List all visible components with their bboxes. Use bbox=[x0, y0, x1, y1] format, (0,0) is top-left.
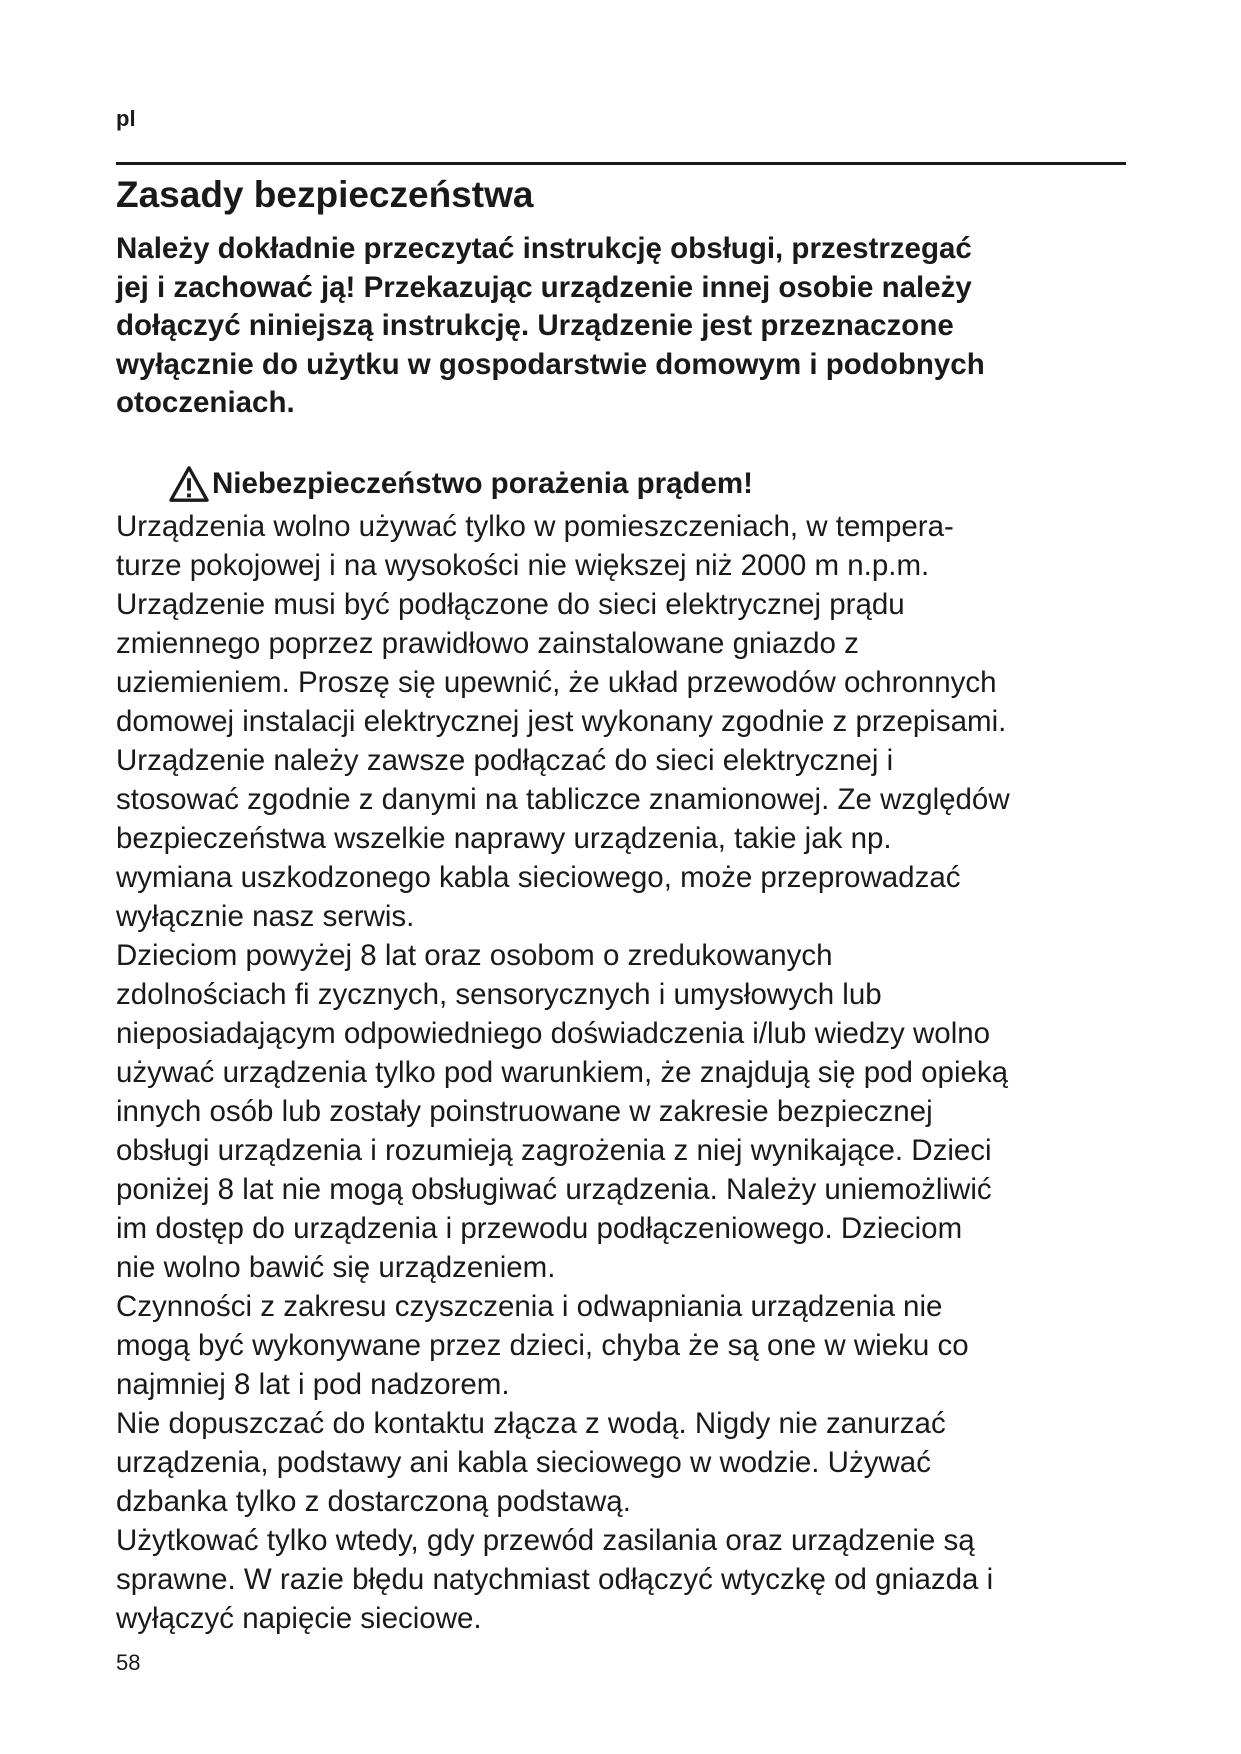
intro-line: Należy dokładnie przeczytać instrukcję obsługi, przestrzegać bbox=[116, 232, 972, 265]
intro-paragraph bbox=[116, 230, 1146, 423]
language-code: pl bbox=[116, 106, 136, 131]
text-line: domowej instalacji elektrycznej jest wykonany zgodnie z przepisami. bbox=[116, 705, 1007, 738]
text-line: poniżej 8 lat nie mogą obsługiwać urządzenia. Należy uniemożliwić bbox=[116, 1173, 992, 1206]
paragraph-children bbox=[116, 936, 1156, 1287]
paragraph-usage bbox=[116, 1521, 1156, 1638]
text-line: Urządzenie należy zawsze podłączać do sieci elektrycznej i bbox=[116, 744, 894, 777]
text-line: bezpieczeństwa wszelkie naprawy urządzenia, takie jak np. bbox=[116, 822, 892, 855]
text-line: dzbanka tylko z dostarczoną podstawą. bbox=[116, 1485, 631, 1518]
text-line: sprawne. W razie błędu natychmiast odłączyć wtyczkę od gniazda i bbox=[116, 1563, 994, 1596]
body-text bbox=[116, 507, 1156, 1638]
text-line: zmiennego poprzez prawidłowo zainstalowane gniazdo z bbox=[116, 627, 859, 660]
text-line: Czynności z zakresu czyszczenia i odwapniania urządzenia nie bbox=[116, 1290, 943, 1323]
paragraph-electrical bbox=[116, 507, 1156, 936]
section-title: Zasady bezpieczeństwa bbox=[116, 174, 534, 215]
paragraph-water bbox=[116, 1404, 1156, 1521]
text-line: Nie dopuszczać do kontaktu złącza z wodą. Nigdy nie zanurzać bbox=[116, 1407, 946, 1440]
text-line: najmniej 8 lat i pod nadzorem. bbox=[116, 1368, 510, 1401]
warning-triangle-icon bbox=[168, 465, 210, 503]
text-line: Użytkować tylko wtedy, gdy przewód zasilania oraz urządzenie są bbox=[116, 1524, 975, 1557]
warning-label: Niebezpieczeństwo porażenia prądem! bbox=[212, 467, 753, 500]
warning-heading bbox=[168, 464, 753, 504]
text-line: innych osób lub zostały poinstruowane w zakresie bezpiecznej bbox=[116, 1095, 933, 1128]
intro-line: otoczeniach. bbox=[116, 386, 295, 419]
paragraph-cleaning bbox=[116, 1287, 1156, 1404]
text-line: Dzieciom powyżej 8 lat oraz osobom o zredukowanych bbox=[116, 939, 833, 972]
text-line: stosować zgodnie z danymi na tabliczce znamionowej. Ze względów bbox=[116, 783, 1010, 816]
header-rule bbox=[116, 162, 1126, 165]
text-line: nie wolno bawić się urządzeniem. bbox=[116, 1251, 556, 1284]
text-line: uziemieniem. Proszę się upewnić, że układ przewodów ochronnych bbox=[116, 666, 997, 699]
intro-line: jej i zachować ją! Przekazując urządzenie innej osobie należy bbox=[116, 270, 972, 304]
text-line: wymiana uszkodzonego kabla sieciowego, może przeprowadzać bbox=[116, 861, 961, 894]
text-line: wyłączyć napięcie sieciowe. bbox=[116, 1602, 482, 1635]
intro-line: dołączyć niniejszą instrukcję. Urządzenie jest przeznaczone bbox=[116, 309, 954, 342]
text-line: Urządzenie musi być podłączone do sieci elektrycznej prądu bbox=[116, 588, 905, 621]
text-line: mogą być wykonywane przez dzieci, chyba że są one w wieku co bbox=[116, 1329, 969, 1362]
text-line: urządzenia, podstawy ani kabla sieciowego w wodzie. Używać bbox=[116, 1446, 931, 1479]
text-line: obsługi urządzenia i rozumieją zagrożenia z niej wynikające. Dzieci bbox=[116, 1134, 992, 1167]
text-line: wyłącznie nasz serwis. bbox=[116, 900, 415, 933]
text-line: zdolnościach fi zycznych, sensorycznych i umysłowych lub bbox=[116, 978, 882, 1011]
text-line: turze pokojowej i na wysokości nie większej niż 2000 m n.p.m. bbox=[116, 549, 930, 582]
intro-line: wyłącznie do użytku w gospodarstwie domowym i podobnych bbox=[116, 347, 985, 381]
text-line: Urządzenia wolno używać tylko w pomieszczeniach, w tempera- bbox=[116, 510, 954, 543]
text-line: używać urządzenia tylko pod warunkiem, że znajdują się pod opieką bbox=[116, 1056, 1009, 1089]
text-line: im dostęp do urządzenia i przewodu podłączeniowego. Dzieciom bbox=[116, 1212, 963, 1245]
text-line: nieposiadającym odpowiedniego doświadczenia i/lub wiedzy wolno bbox=[116, 1017, 991, 1050]
page-number: 58 bbox=[116, 1650, 141, 1675]
